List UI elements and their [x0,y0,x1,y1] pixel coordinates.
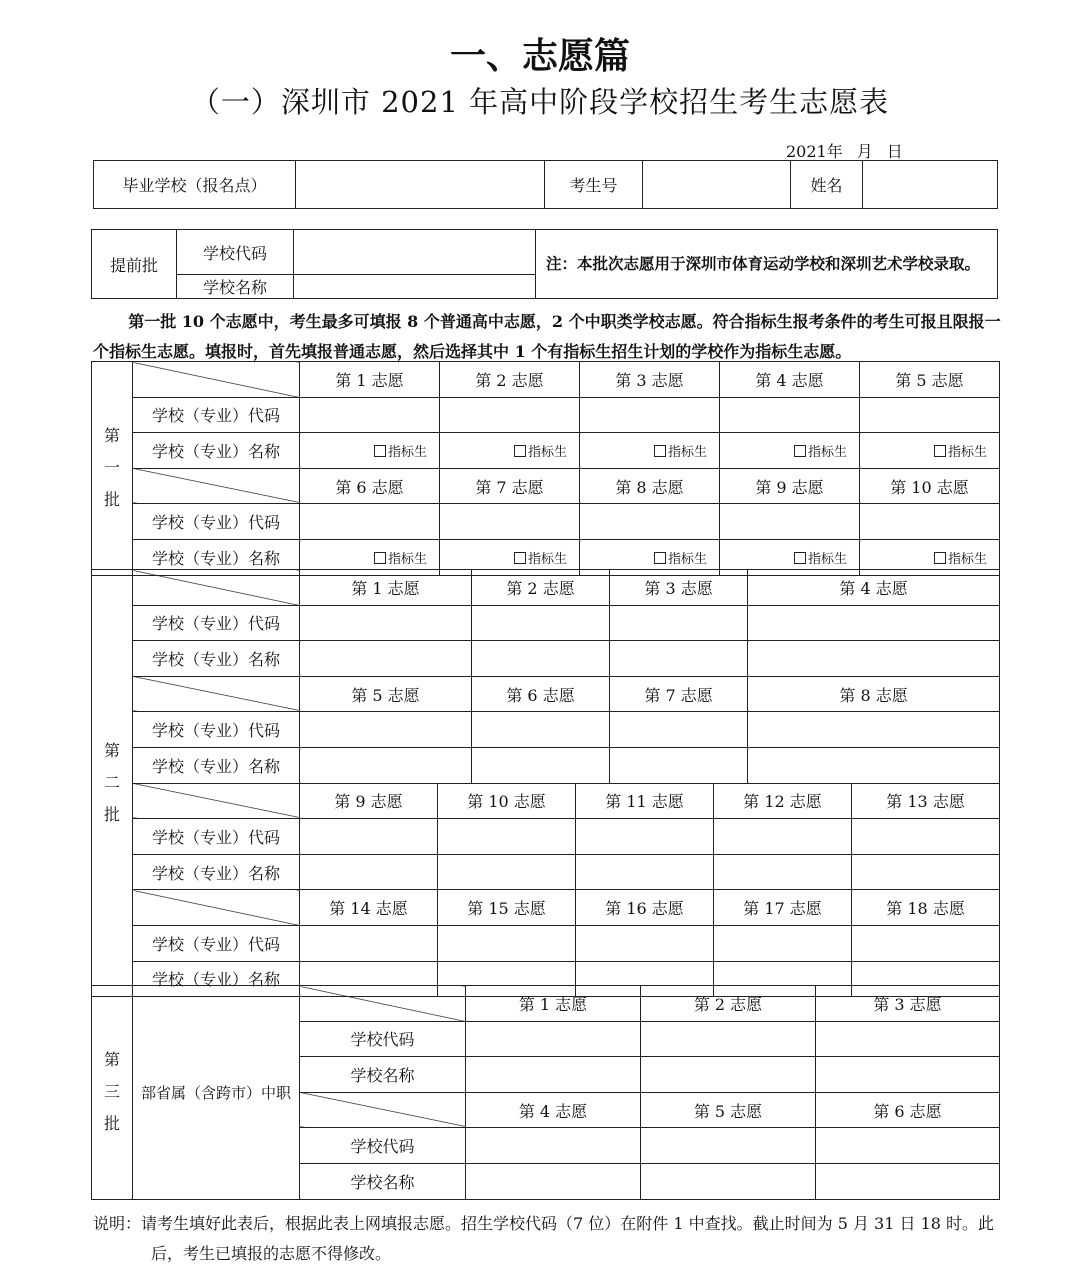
school-code-field[interactable] [440,504,580,540]
school-name-field[interactable] [440,433,580,469]
choice-header: 第 1 志愿 [300,362,440,398]
graduation-school-field[interactable] [296,161,545,209]
school-code-field[interactable] [466,1128,641,1164]
page-title: 一、志愿篇 [449,36,630,77]
batch2-label-text [103,735,121,831]
school-name-field[interactable] [720,433,860,469]
school-name-label: 学校（专业）名称 [133,747,300,783]
graduation-school-label: 毕业学校（报名点） [94,161,296,209]
choice-header: 第 7 志愿 [440,468,580,504]
school-code-field[interactable] [641,1021,816,1057]
diagonal-header-cell [133,890,300,926]
school-code-field[interactable] [714,925,852,961]
batch3-char: 三 [103,1082,120,1102]
diagonal-header-cell [133,783,300,819]
school-name-field[interactable] [610,641,748,677]
school-name-label: 学校（专业）名称 [133,854,300,890]
choice-header: 第 1 志愿 [466,986,641,1022]
diagonal-header-cell [133,570,300,606]
school-code-field[interactable] [440,397,580,433]
school-name-field[interactable] [860,433,1000,469]
school-code-field[interactable] [610,605,748,641]
school-code-field[interactable] [300,605,472,641]
school-name-label: 学校（专业）名称 [133,641,300,677]
school-code-field[interactable] [576,925,714,961]
school-code-field[interactable] [860,397,1000,433]
quota-label: 指标生 [527,551,567,567]
advance-note: 注：本批次志愿用于深圳市体育运动学校和深圳艺术学校录取。 [536,230,998,299]
school-name-label: 学校（专业）名称 [133,539,300,575]
school-code-field[interactable] [641,1128,816,1164]
diagonal-header-cell [133,362,300,398]
batch1-table [91,361,1000,576]
choice-header: 第 7 志愿 [610,676,748,712]
school-code-label: 学校（专业）代码 [133,819,300,855]
quota-label: 指标生 [667,551,707,567]
date-year: 2021年 [786,142,843,161]
footnote-line1: 说明：请考生填好此表后，根据此表上网填报志愿。招生学校代码（7 位）在附件 1 中查找。截止时间为 5 月 31 日 18 时。此 [93,1214,995,1233]
school-code-field[interactable] [816,1021,1000,1057]
school-code-label: 学校（专业）代码 [133,605,300,641]
school-name-field[interactable] [641,1057,816,1093]
choice-header: 第 6 志愿 [816,1092,1000,1128]
quota-label: 指标生 [947,551,987,567]
school-name-field[interactable] [300,854,438,890]
batch1-char: 批 [103,490,120,510]
footnote-line2: 后，考生已填报的志愿不得修改。 [151,1244,392,1263]
choice-header: 第 9 志愿 [720,468,860,504]
school-code-field[interactable] [472,605,610,641]
school-code-field[interactable] [748,605,1000,641]
choice-header: 第 15 志愿 [438,890,576,926]
date-day: 日 [886,142,903,161]
school-code-label: 学校（专业）代码 [133,397,300,433]
school-name-field[interactable] [748,747,1000,783]
student-name-field[interactable] [863,161,998,209]
batch1-char: 第 [103,426,120,446]
school-code-label: 学校代码 [300,1021,466,1057]
diagonal-header-cell [300,1092,466,1128]
school-name-field[interactable] [610,747,748,783]
choice-header: 第 9 志愿 [300,783,438,819]
advance-code-label: 学校代码 [177,230,294,275]
choice-header: 第 2 志愿 [472,570,610,606]
choice-header: 第 12 志愿 [714,783,852,819]
school-code-field[interactable] [438,819,576,855]
school-code-field[interactable] [720,504,860,540]
school-code-field[interactable] [300,712,472,748]
school-code-field[interactable] [300,925,438,961]
quota-label: 指标生 [947,444,987,460]
school-code-field[interactable] [852,819,1000,855]
school-name-field[interactable] [466,1057,641,1093]
advance-batch-label: 提前批 [92,230,177,299]
choice-header: 第 5 志愿 [300,676,472,712]
batch2-label [92,570,133,997]
quota-label: 指标生 [807,551,847,567]
choice-header: 第 14 志愿 [300,890,438,926]
diagonal-header-cell [300,986,466,1022]
quota-checkbox[interactable] [514,445,526,457]
school-code-field[interactable] [576,819,714,855]
form-subtitle: （一）深圳市 2021 年高中阶段学校招生考生志愿表 [190,85,890,119]
school-name-field[interactable] [300,641,472,677]
school-code-field[interactable] [610,712,748,748]
school-code-field[interactable] [438,925,576,961]
diagonal-header-cell [133,468,300,504]
choice-header: 第 4 志愿 [748,570,1000,606]
batch2-table [91,569,1000,997]
school-name-label: 学校名称 [300,1057,466,1093]
school-name-field[interactable] [816,1057,1000,1093]
school-code-field[interactable] [300,819,438,855]
choice-header: 第 3 志愿 [580,362,720,398]
quota-label: 指标生 [387,551,427,567]
choice-header: 第 16 志愿 [576,890,714,926]
school-code-field[interactable] [580,504,720,540]
choice-header: 第 13 志愿 [852,783,1000,819]
school-name-field[interactable] [300,747,472,783]
school-name-field[interactable] [472,747,610,783]
school-code-field[interactable] [300,504,440,540]
school-name-label: 学校名称 [300,1163,466,1199]
advance-name-field[interactable] [294,275,536,299]
exam-number-label: 考生号 [545,161,643,209]
footnote [93,1209,1003,1269]
school-name-field[interactable] [641,1163,816,1199]
school-name-label: 学校（专业）名称 [133,961,300,997]
quota-checkbox[interactable] [934,552,946,564]
batch2-char: 二 [103,773,120,793]
choice-header: 第 3 志愿 [816,986,1000,1022]
choice-header: 第 5 志愿 [641,1092,816,1128]
quota-checkbox[interactable] [654,445,666,457]
school-name-field[interactable] [466,1163,641,1199]
quota-checkbox[interactable] [654,552,666,564]
choice-header: 第 1 志愿 [300,570,472,606]
school-code-field[interactable] [860,504,1000,540]
school-code-label: 学校代码 [300,1128,466,1164]
choice-header: 第 6 志愿 [472,676,610,712]
quota-label: 指标生 [807,444,847,460]
choice-header: 第 2 志愿 [641,986,816,1022]
school-name-field[interactable] [472,641,610,677]
choice-header: 第 4 志愿 [720,362,860,398]
batch1-label [92,362,133,576]
choice-header: 第 8 志愿 [580,468,720,504]
batch3-label-text [103,1044,121,1140]
batch1-label-text [103,420,121,516]
choice-header: 第 8 志愿 [748,676,1000,712]
school-code-field[interactable] [300,397,440,433]
school-name-field[interactable] [748,641,1000,677]
choice-header: 第 18 志愿 [852,890,1000,926]
school-code-field[interactable] [714,819,852,855]
quota-checkbox[interactable] [374,445,386,457]
advance-batch-table [91,229,998,299]
school-code-field[interactable] [580,397,720,433]
choice-header: 第 17 志愿 [714,890,852,926]
school-code-field[interactable] [472,712,610,748]
advance-code-field[interactable] [294,230,536,275]
batch3-char: 批 [103,1114,120,1134]
choice-header: 第 5 志愿 [860,362,1000,398]
diagonal-header-cell [133,676,300,712]
quota-checkbox[interactable] [374,552,386,564]
school-name-field[interactable] [580,433,720,469]
student-info-table [93,160,998,209]
school-name-field[interactable] [300,433,440,469]
school-name-field[interactable] [816,1163,1000,1199]
quota-label: 指标生 [527,444,567,460]
school-code-field[interactable] [748,712,1000,748]
batch3-table [91,985,1000,1200]
batch2-char: 批 [103,805,120,825]
school-name-field[interactable] [438,854,576,890]
school-code-field[interactable] [720,397,860,433]
quota-label: 指标生 [387,444,427,460]
choice-header: 第 10 志愿 [860,468,1000,504]
batch3-category: 部省属（含跨市）中职 [133,986,300,1200]
form-date [786,139,917,162]
batch2-char: 第 [103,741,120,761]
choice-header: 第 6 志愿 [300,468,440,504]
date-month: 月 [856,142,873,161]
school-code-field[interactable] [466,1021,641,1057]
quota-checkbox[interactable] [794,445,806,457]
student-name-label: 姓名 [791,161,863,209]
choice-header: 第 3 志愿 [610,570,748,606]
batch3-char: 第 [103,1050,120,1070]
choice-header: 第 4 志愿 [466,1092,641,1128]
batch3-label [92,986,133,1200]
quota-checkbox[interactable] [934,445,946,457]
school-code-label: 学校（专业）代码 [133,925,300,961]
school-code-field[interactable] [816,1128,1000,1164]
advance-name-label: 学校名称 [177,275,294,299]
quota-label: 指标生 [667,444,707,460]
school-code-label: 学校（专业）代码 [133,504,300,540]
quota-checkbox[interactable] [794,552,806,564]
exam-number-field[interactable] [643,161,791,209]
school-name-label: 学校（专业）名称 [133,433,300,469]
batch1-char: 一 [103,458,120,478]
choice-header: 第 2 志愿 [440,362,580,398]
school-name-field[interactable] [714,854,852,890]
school-name-field[interactable] [576,854,714,890]
school-name-field[interactable] [852,854,1000,890]
school-code-label: 学校（专业）代码 [133,712,300,748]
school-code-field[interactable] [852,925,1000,961]
batch1-instruction: 第一批 10 个志愿中，考生最多可填报 8 个普通高中志愿，2 个中职类学校志愿。符合指标生报考条件的考生可报且限报一个指标生志愿。填报时，首先填报普通志愿，然后选择其中 1 个有指标生招生计划的学校作为指标生志愿。 [93,312,1001,361]
choice-header: 第 10 志愿 [438,783,576,819]
quota-checkbox[interactable] [514,552,526,564]
choice-header: 第 11 志愿 [576,783,714,819]
